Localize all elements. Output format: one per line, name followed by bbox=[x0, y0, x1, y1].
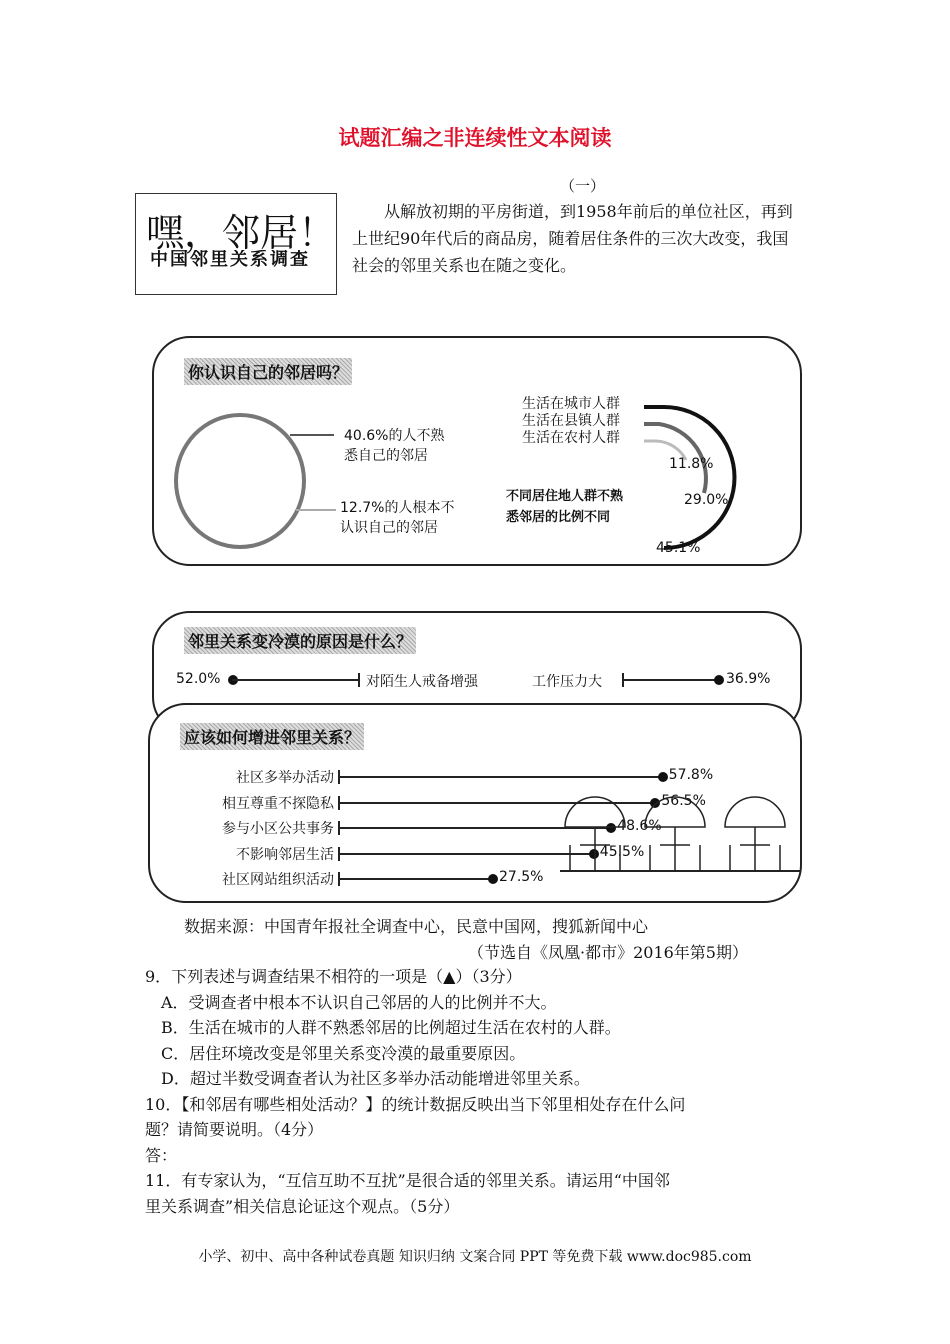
question-line: 题？请简要说明。（4分） bbox=[145, 1120, 324, 1139]
logo-box bbox=[135, 193, 337, 295]
right-label: 工作压力大 bbox=[532, 674, 602, 690]
panel-heading: 邻里关系变冷漠的原因是什么？ bbox=[184, 627, 416, 654]
panel-heading: 你认识自己的邻居吗？ bbox=[184, 358, 352, 385]
bar-value: 57.8% bbox=[668, 767, 714, 783]
bar-line bbox=[232, 679, 358, 681]
question-line: 里关系调查”相关信息论证这个观点。（5分） bbox=[145, 1196, 460, 1216]
left-value: 52.0% bbox=[176, 671, 221, 687]
question-line: C．居住环境改变是邻里关系变冷漠的最重要原因。 bbox=[161, 1043, 526, 1063]
label-a: 40.6%的人不熟 bbox=[344, 428, 445, 444]
value-town: 29.0% bbox=[684, 492, 729, 508]
bar-line bbox=[624, 679, 716, 681]
excerpt-source: （节选自《凤凰·都市》2016年第5期） bbox=[468, 943, 748, 962]
bar-value: 27.5% bbox=[499, 869, 544, 885]
label-a2: 悉自己的邻居 bbox=[344, 448, 428, 464]
right-value: 36.9% bbox=[726, 671, 771, 687]
bar-dot bbox=[714, 675, 724, 685]
section-number: （一） bbox=[560, 177, 606, 195]
bar-line bbox=[338, 853, 593, 855]
bar-label: 社区网站组织活动 bbox=[222, 872, 334, 888]
panel-know-neighbors bbox=[152, 336, 802, 566]
leader-line bbox=[296, 509, 336, 511]
bar-label: 不影响邻居生活 bbox=[236, 846, 334, 863]
group-town: 生活在县镇人群 bbox=[522, 413, 620, 429]
logo-subtitle: 中国邻里关系调查 bbox=[150, 250, 310, 270]
intro-paragraph: 从解放初期的平房街道，到1958年前后的单位社区，再到上世纪90年代后的商品房，随着居住条件的三次大改变，我国社会的邻里关系也在随之变化。 bbox=[352, 202, 793, 275]
value-city: 45.1% bbox=[656, 540, 701, 556]
bar-value: 56.5% bbox=[661, 792, 706, 809]
umbrella-tables-illustration bbox=[560, 792, 800, 880]
panel-improve bbox=[148, 703, 802, 903]
arc-chart bbox=[644, 398, 754, 558]
circle-chart bbox=[174, 413, 306, 549]
note-1: 不同居住地人群不熟 bbox=[506, 489, 624, 504]
value-rural: 11.8% bbox=[669, 456, 714, 472]
question-line: A．受调查者中根本不认识自己邻居的人的比例并不大。 bbox=[161, 992, 557, 1012]
bar-dot bbox=[658, 772, 668, 782]
bar-line bbox=[338, 878, 492, 880]
bar-tick bbox=[358, 673, 360, 687]
bar-value: 48.6% bbox=[617, 818, 662, 834]
group-rural: 生活在农村人群 bbox=[522, 430, 620, 446]
label-b2: 认识自己的邻居 bbox=[340, 520, 438, 536]
bar-label: 相互尊重不探隐私 bbox=[222, 795, 334, 812]
data-source: 数据来源：中国青年报社全调查中心，民意中国网，搜狐新闻中心 bbox=[184, 917, 649, 936]
note-2: 悉邻居的比例不同 bbox=[506, 510, 611, 525]
leader-line bbox=[290, 434, 334, 436]
question-line: 9．下列表述与调查结果不相符的一项是（▲）（3分） bbox=[145, 967, 522, 986]
page-title: 试题汇编之非连续性文本阅读 bbox=[338, 126, 612, 150]
logo-title: 嘿，邻居！ bbox=[146, 211, 337, 255]
left-label: 对陌生人戒备增强 bbox=[366, 674, 478, 690]
question-line: 11．有专家认为，“互信互助不互扰”是很合适的邻里关系。请运用“中国邻 bbox=[145, 1171, 670, 1190]
panel-heading: 应该如何增进邻里关系？ bbox=[180, 723, 364, 750]
question-line: 10．【和邻居有哪些相处活动？】的统计数据反映出当下邻里相处存在什么问 bbox=[145, 1094, 686, 1114]
question-line: 答： bbox=[145, 1145, 178, 1165]
footer: 小学、初中、高中各种试卷真题 知识归纳 文案合同 PPT 等免费下载 www.doc985.com bbox=[198, 1249, 752, 1265]
questions bbox=[145, 964, 685, 1219]
group-city: 生活在城市人群 bbox=[522, 396, 620, 412]
bar-line bbox=[338, 776, 662, 778]
question-line: B．生活在城市的人群不熟悉邻居的比例超过生活在农村的人群。 bbox=[161, 1018, 621, 1037]
label-b: 12.7%的人根本不 bbox=[340, 500, 455, 516]
bar-value: 45.5% bbox=[599, 843, 645, 860]
bar-label: 参与小区公共事务 bbox=[222, 821, 334, 837]
question-line: D．超过半数受调查者认为社区多举办活动能增进邻里关系。 bbox=[161, 1069, 590, 1088]
bar-dot bbox=[488, 874, 498, 884]
bar-label: 社区多举办活动 bbox=[236, 770, 334, 786]
